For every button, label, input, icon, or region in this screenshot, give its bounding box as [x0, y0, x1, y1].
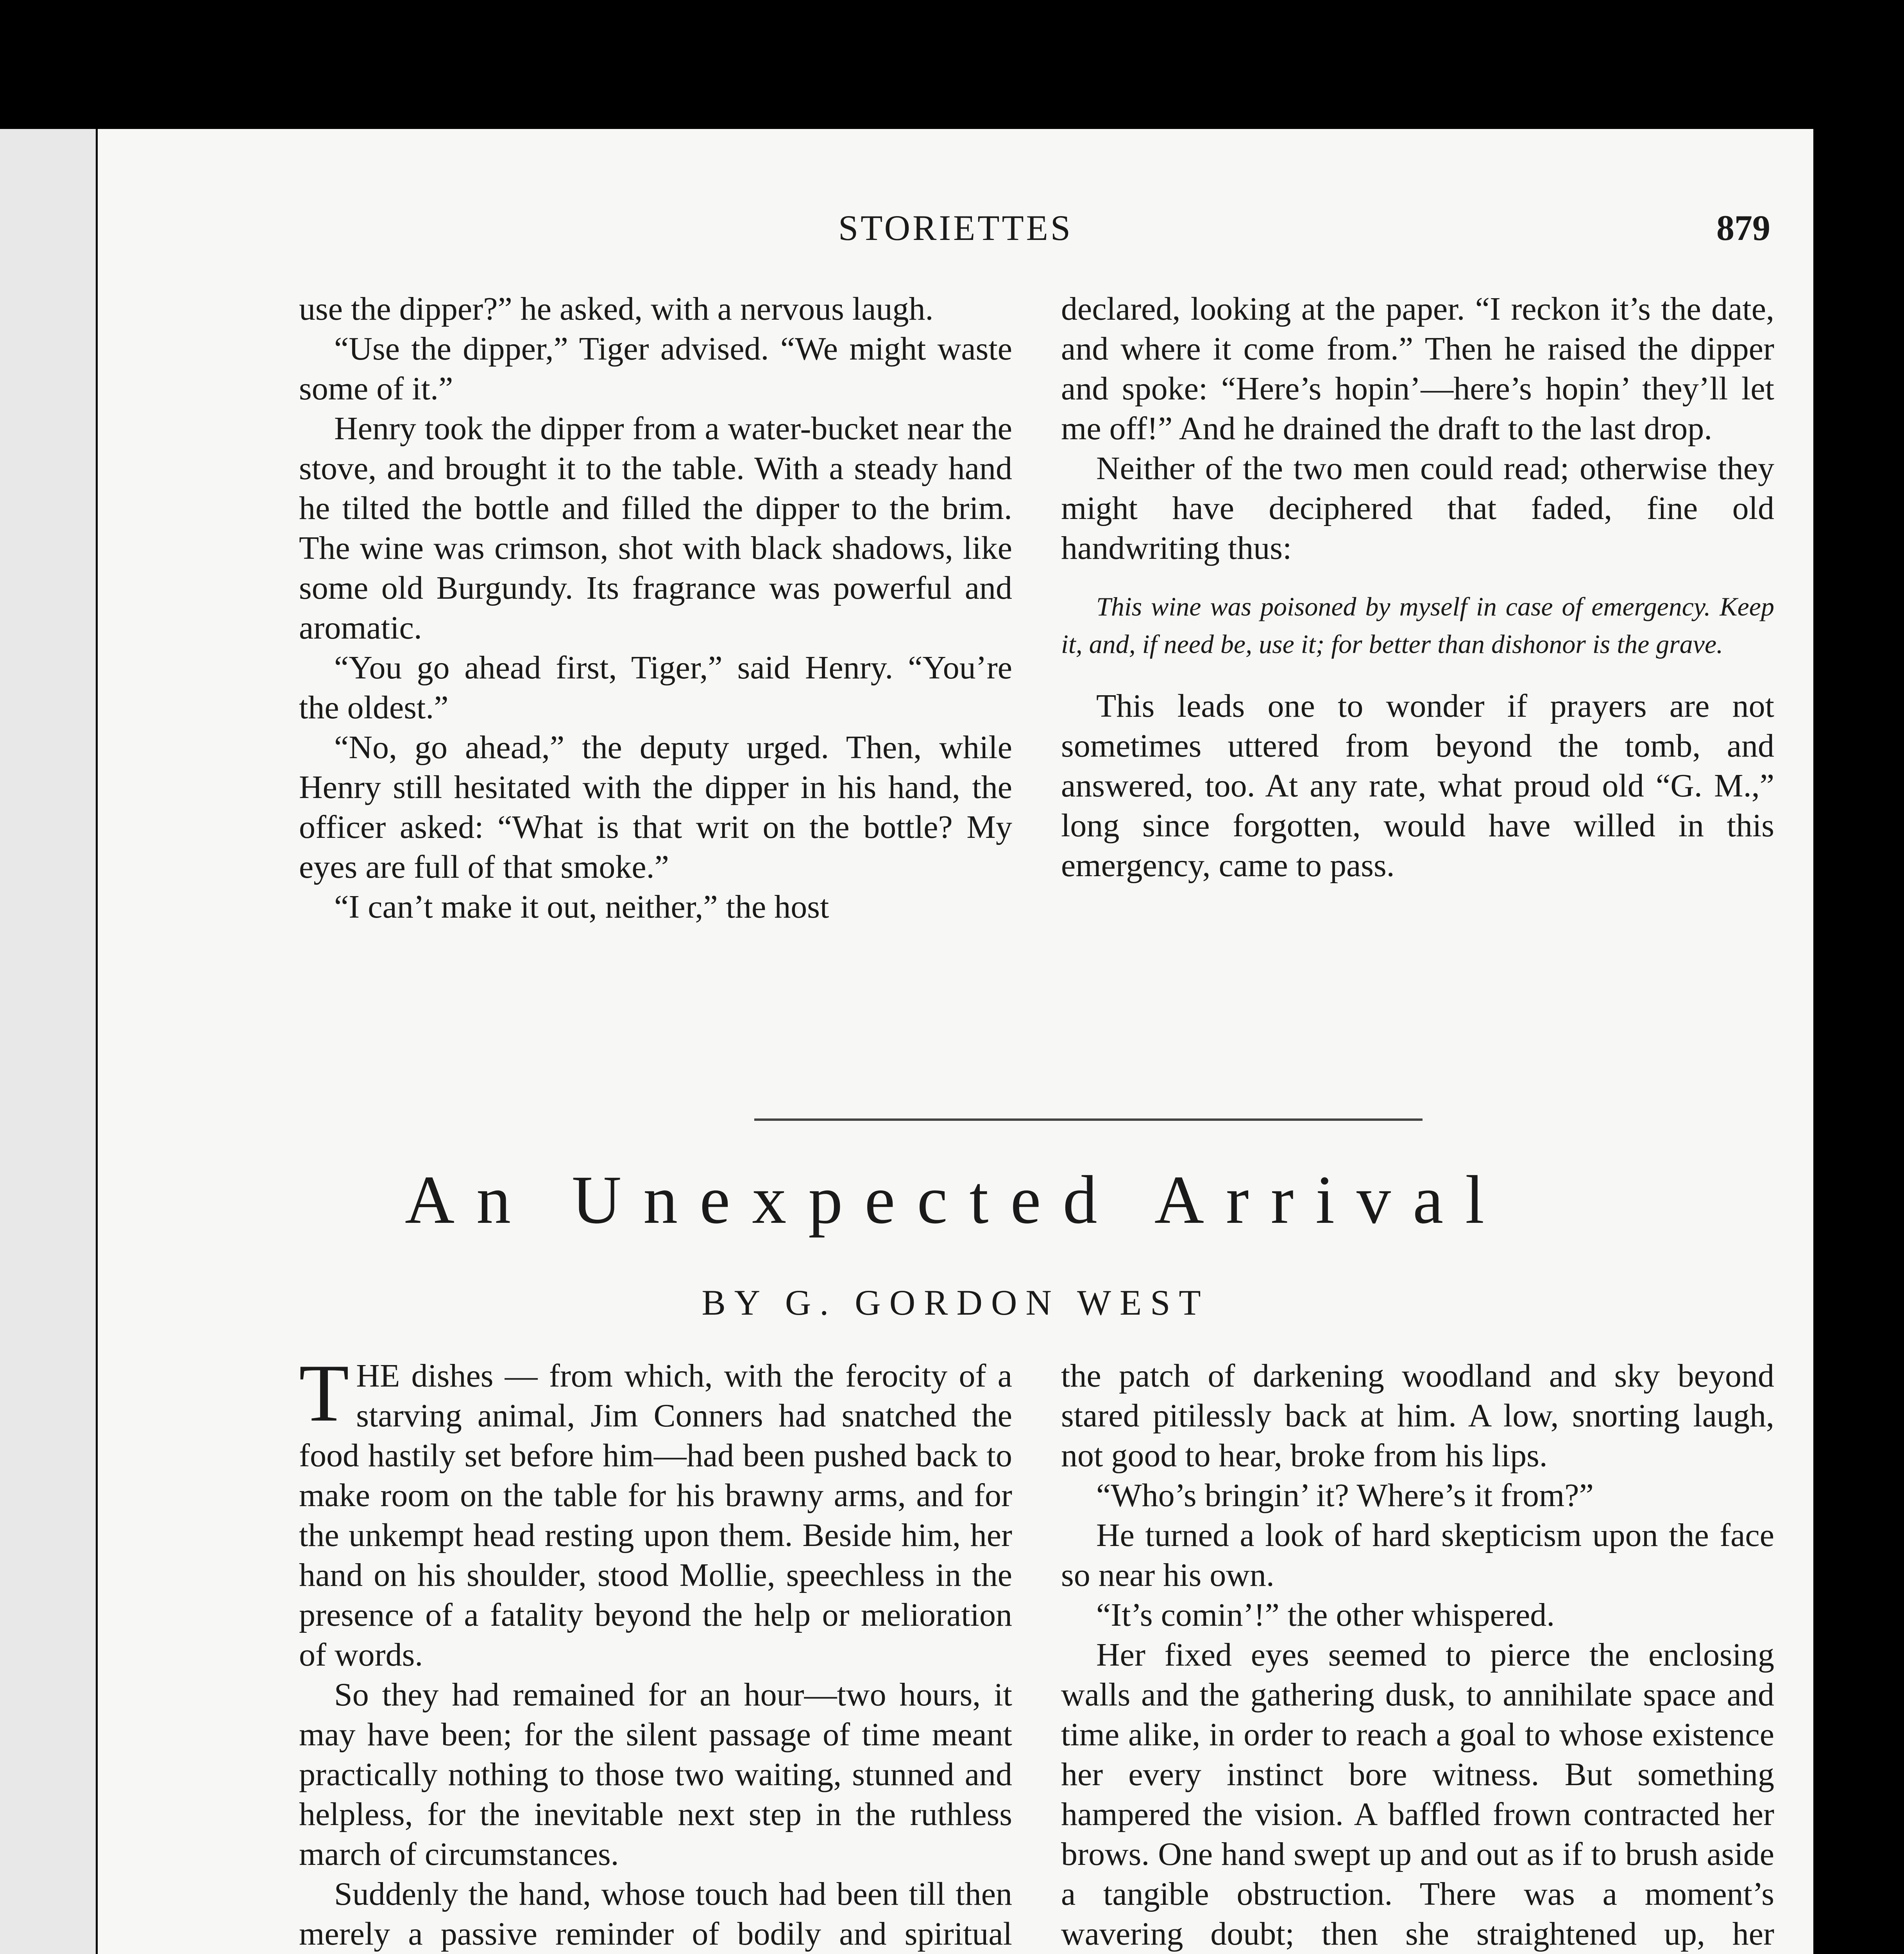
paragraph: Neither of the two men could read; otherwise they might have deciphered that faded, fine old handwriting thus:	[1061, 450, 1774, 566]
paragraph: the patch of darkening woodland and sky beyond stared pitilessly back at him. A low, snorting laugh, not good to hear, broke from his lips.	[1061, 1358, 1774, 1474]
paragraph: This leads one to wonder if prayers are not sometimes uttered from beyond the tomb, and answered, too. At any rate, what proud old “G. M.,” long since forgotten, would have willed in this emergency, came to pass.	[1061, 688, 1774, 884]
byline: BY G. GORDON WEST	[701, 1283, 1210, 1322]
story-left-column	[299, 1348, 1012, 1954]
story-right-column	[1061, 1356, 1774, 1954]
running-header: STORIETTES	[838, 208, 1073, 248]
magazine-page	[98, 129, 1813, 1954]
paragraph: “It’s comin’!” the other whispered.	[1096, 1597, 1555, 1633]
paragraph: He turned a look of hard skepticism upon the face so near his own.	[1061, 1517, 1774, 1593]
previous-story-left-column	[299, 289, 1012, 927]
paragraph: So they had remained for an hour—two hours, it may have been; for the silent passage of time meant practically nothing to those two waiting, stunned and helpless, for the inevitable next step in the ruthless march of circumstances.	[299, 1677, 1012, 1872]
page-number: 879	[1716, 208, 1770, 248]
paragraph: “Who’s bringin’ it? Where’s it from?”	[1096, 1477, 1594, 1514]
drop-cap: T	[299, 1348, 349, 1439]
story-title: An Unexpected Arrival	[404, 1162, 1507, 1238]
paragraph: “No, go ahead,” the deputy urged. Then, while Henry still hesitated with the dipper in his hand, the officer asked: “What is that writ on the bottle? My eyes are full of that smoke.”	[299, 729, 1012, 885]
adjacent-page-edge	[0, 129, 96, 1954]
paragraph: “You go ahead first, Tiger,” said Henry. “You’re the oldest.”	[299, 650, 1012, 726]
paragraph: use the dipper?” he asked, with a nervous laugh.	[299, 291, 934, 327]
paragraph: Suddenly the hand, whose touch had been till then merely a passive reminder of bodily and spiritual	[299, 1876, 1012, 1952]
paragraph: declared, looking at the paper. “I reckon it’s the date, and where it come from.” Then he raised the dipper and spoke: “Here’s hopin’—here’s hopin’ they’ll let me off!” And he drained the draft to the last drop.	[1061, 291, 1774, 447]
paragraph: Henry took the dipper from a water-bucket near the stove, and brought it to the table. With a steady hand he tilted the bottle and filled the dipper to the brim. The wine was crimson, shot with black shadows, like some old Burgundy. Its fragrance was powerful and aromatic.	[299, 410, 1012, 646]
opening-paragraph	[299, 1348, 1012, 1675]
opening-paragraph-text: HE dishes — from which, with the ferocity of a starving animal, Jim Conners had snatched the food hastily set before him—had been pushed back to make room on the table for his brawny arms, and for the unkempt head resting upon them. Beside him, her hand on his shoulder, stood Mollie, speechless in the presence of a fatality beyond the help or melioration of words.	[299, 1358, 1012, 1673]
previous-story-right-column	[1061, 289, 1774, 886]
section-divider	[754, 1118, 1423, 1121]
paragraph: Her fixed eyes seemed to pierce the enclosing walls and the gathering dusk, to annihilate space and time alike, in order to reach a goal to whose existence her every instinct bore witness. But something hampered the vision. A baffled frown contracted her brows. One hand swept up and out as if to brush aside a tangible obstruction. There was a moment’s wavering doubt; then she straightened up, her	[1061, 1637, 1774, 1952]
paragraph: “Use the dipper,” Tiger advised. “We might waste some of it.”	[299, 331, 1012, 407]
paragraph: “I can’t make it out, neither,” the host	[334, 889, 829, 925]
handwriting-quote: This wine was poisoned by myself in case of emergency. Keep it, and, if need be, use it; for better than dishonor is the grave.	[1061, 592, 1774, 659]
